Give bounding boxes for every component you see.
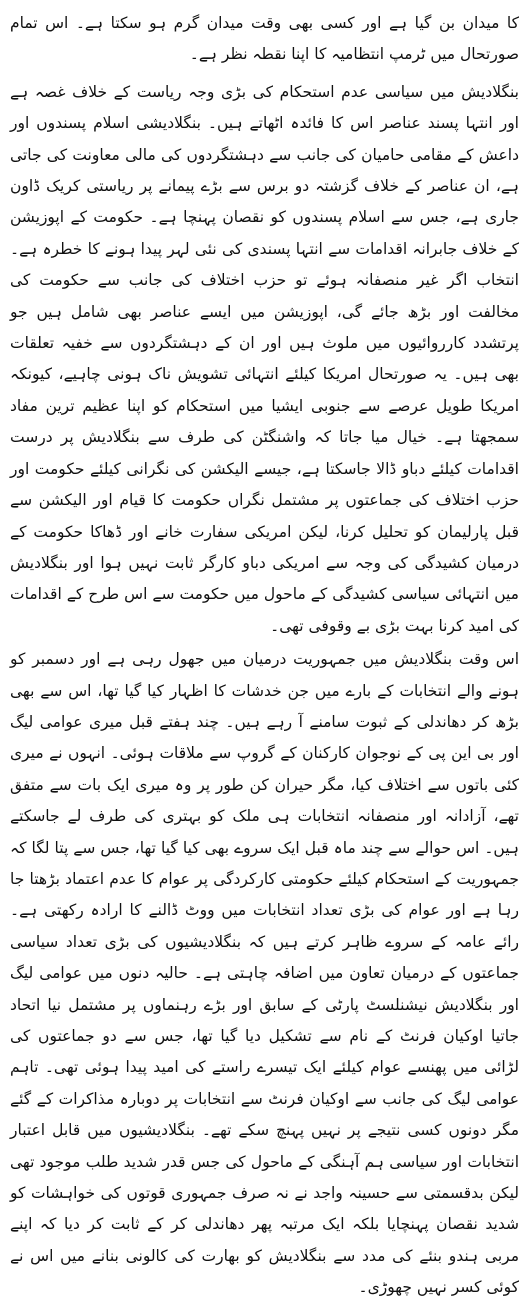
article-paragraph-political-instability: بنگلادیش میں سیاسی عدم استحکام کی بڑی وجہ ریاست کے خلاف غصہ ہے اور انتہا پسند عناصر اس کا فائدہ اٹھاتے ہیں۔ بنگلادیشی اسلام پسندوں اور داعش کے مقامی حامیان کی جانب سے دہشتگردوں کی مالی معاونت کی جاتی ہے، ان عناصر کے خلاف گزشتہ دو برس سے بڑے پیمانے پر ریاستی کریک ڈاون جاری ہے، جس سے اسلام پسندوں کو نقصان پہنچا ہے۔ حکومت کے اپوزیشن کے خلاف جابرانہ اقدامات سے انتہا پسندی کی نئی لہر پیدا ہونے کا خطرہ ہے۔ انتخاب اگر غیر منصفانہ ہوئے تو حزب اختلاف کی جانب سے حکومت کی مخالفت اور بڑھ جائے گی، اپوزیشن میں ایسے عناصر بھی شامل ہیں جو پرتشدد کارروائیوں میں ملوث ہیں اور ان کے دہشتگردوں سے خفیہ تعلقات بھی ہیں۔ یہ صورتحال امریکا کیلئے انتہائی تشویش ناک ہونی چاہیے، کیونکہ امریکا طویل عرصے سے جنوبی ایشیا میں استحکام کو اپنا عظیم ترین مفاد سمجھتا ہے۔ خیال میا جاتا کہ واشنگٹن کی طرف سے بنگلادیش پر درست اقدامات کیلئے دباو ڈالا جاسکتا ہے، جیسے الیکشن کی نگرانی کیلئے حکومت اور حزب اختلاف کی جماعتوں پر مشتمل نگراں حکومت کا قیام اور الیکشن سے قبل پارلیمان کو تحلیل کرنا، لیکن امریکی سفارت خانے اور ڈھاکا حکومت کے درمیان کشیدگی کی وجہ سے امریکی دباو کارگر ثابت نہیں ہوا اور بنگلادیش میں انتہائی سیاسی کشیدگی کے ماحول میں حکومت سے اس طرح کے اقدامات کی امید کرنا بہت بڑی بے وقوفی تھی۔ [10,82,519,635]
article-paragraph-intro: کا میدان بن گیا ہے اور کسی بھی وقت میدان گرم ہو سکتا ہے۔ اس تمام صورتحال میں ٹرمپ انتظامیہ کا اپنا نقطہ نظر ہے۔ [10,14,519,64]
article-paragraph-election-concerns: اس وقت بنگلادیش میں جمہوریت درمیان میں جھول رہی ہے اور دسمبر کو ہونے والے انتخابات کے بارے میں جن خدشات کا اظہار کیا گیا تھا، اس سے بھی بڑھ کر دھاندلی کے ثبوت سامنے آ رہے ہیں۔ چند ہفتے قبل میری عوامی لیگ اور بی این پی کے نوجوان کارکنان کے گروپ سے ملاقات ہوئی۔ انہوں نے میری کئی باتوں سے اختلاف کیا، مگر حیران کن طور پر وہ میری ایک بات سے متفق تھے، آزادانہ اور منصفانہ انتخابات ہی ملک کو بہتری کی طرف لے جاسکتے ہیں۔ اس حوالے سے چند ماہ قبل ایک سروے بھی کیا گیا تھا، جس سے پتا لگا کہ جمہوریت کے استحکام کیلئے حکومتی کارکردگی پر عوام کا عدم اعتماد بڑھتا جا رہا ہے اور عوام کی بڑی تعداد انتخابات میں ووٹ ڈالنے کا ارادہ رکھتی ہے۔ رائے عامہ کے سروے ظاہر کرتے ہیں کہ بنگلادیشیوں کی بڑی تعداد سیاسی جماعتوں کے درمیان تعاون میں اضافہ چاہتی ہے۔ حالیہ دنوں میں عوامی لیگ اور بنگلادیش نیشنلسٹ پارٹی کے سابق اور بڑے رہنماوں پر مشتمل نیا اتحاد جاتیا اوکیان فرنٹ کے نام سے تشکیل دیا گیا تھا، جس سے دو جماعتوں کی لڑائی میں پھنسے عوام کیلئے ایک تیسرے راستے کی امید پیدا ہوئی تھی۔ تاہم عوامی لیگ کی جانب سے اوکیان فرنٹ سے انتخابات پر دوبارہ مذاکرات کے گئے مگر دونوں کسی نتیجے پر نہیں پہنچ سکے تھے۔ بنگلادیشیوں میں قابل اعتبار انتخابات اور سیاسی ہم آہنگی کے ماحول کی جس قدر شدید طلب موجود تھی لیکن بدقسمتی سے حسینہ واجد نے نہ صرف جمہوری قوتوں کی خواہشات کو شدید نقصان پہنچایا بلکہ ایک مرتبہ پھر دھاندلی کر کے ثابت کر دیا کہ اپنے مربی ہندو بنئے کی مدد سے بنگلادیش کو بھارت کی کالونی بنانے میں اس نے کوئی کسر نہیں چھوڑی۔ [10,650,519,1297]
